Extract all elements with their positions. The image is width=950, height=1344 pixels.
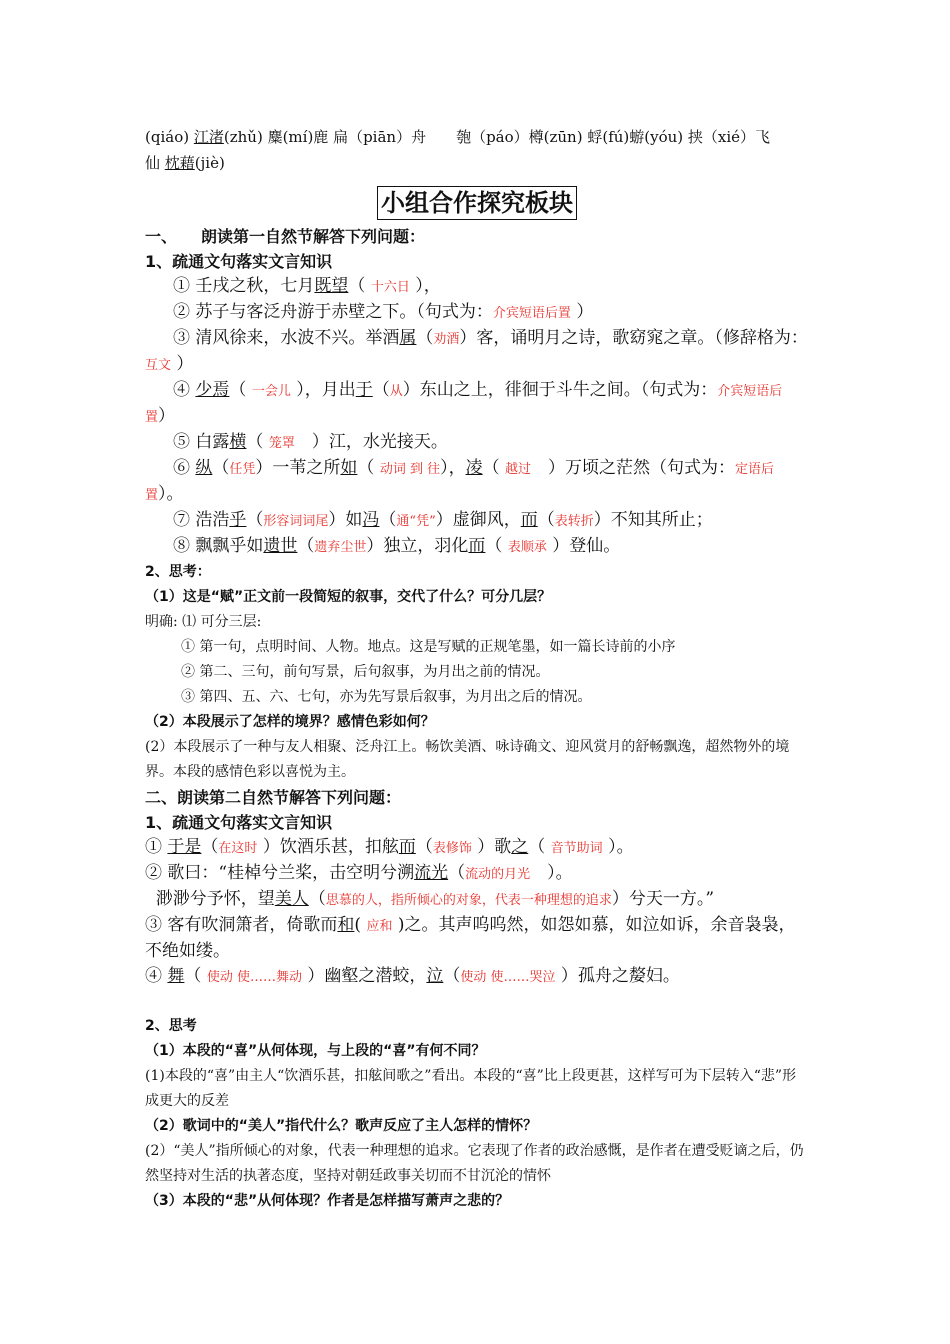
answer-text: 定 — [735, 462, 749, 477]
text-segment: ）一苇之所 — [255, 458, 341, 478]
text-segment: ）歌 — [471, 837, 512, 857]
text-segment: ）万顷之茫然（句式为： — [531, 458, 736, 478]
text-segment: ）独立，羽化 — [366, 536, 469, 556]
text-segment: ）登仙。 — [546, 536, 621, 556]
s2-item-1 — [145, 835, 809, 861]
underlined-word: 流光 — [414, 863, 449, 883]
underlined-word: 如 — [340, 458, 358, 478]
text-segment: ）不知其所止； — [593, 510, 713, 530]
text-segment: （ — [415, 837, 433, 857]
text-segment: （ — [528, 837, 551, 857]
pinyin-text: 仙 — [145, 154, 165, 172]
answer-text: 通“凭” — [396, 514, 436, 529]
underlined-word: 之 — [511, 837, 529, 857]
s2-question-2: （2）歌词中的“美人”指代什么？歌声反应了主人怎样的情怀？ — [145, 1118, 538, 1134]
answer-text: 在这时 — [218, 841, 258, 856]
s1-answer-1-item: ② 第二、三句，前句写景，后句叙事，为月出之前的情况。 — [181, 664, 550, 680]
answer-text: 介宾短语后置 — [492, 306, 571, 321]
text-segment: ）。 — [158, 484, 184, 504]
s2-answer-2: (2）“美人”指所倾心的对象，代表一种理想的追求。它表现了作者的政治感慨，是作者在遭受贬谪之后，仍然坚持对生活的执著态度，坚持对朝廷政事关切而不甘沉沦的情怀 — [145, 1143, 804, 1184]
s2-answer-1: (1)本段的“喜”由主人“饮酒乐甚，扣舷间歌之”看出。本段的“喜”比上段更甚，这样写可为下层转入“悲”形成更大的反差 — [145, 1068, 797, 1109]
text-segment: ）饮酒乐甚，扣舷 — [257, 837, 399, 857]
answer-text: 十六日 — [370, 280, 410, 295]
text-segment: ）兮天一方。” — [611, 889, 715, 909]
answer-text: 流动的月光 — [465, 867, 531, 882]
text-segment: （ — [184, 966, 207, 986]
text-segment: ） — [171, 354, 194, 374]
underlined-word: 冯 — [362, 510, 380, 530]
s1-item-1 — [145, 274, 809, 300]
s2-item-5 — [145, 964, 809, 990]
answer-text: 表顺承 — [507, 540, 547, 555]
text-segment: ⑥ — [173, 458, 196, 478]
text-segment: ⑧ 飘飘乎如 — [173, 536, 264, 556]
s2-item-2 — [145, 861, 809, 887]
text-segment: （ — [308, 889, 326, 909]
answer-text: 语后置 — [145, 462, 775, 503]
document-page — [145, 124, 809, 1214]
text-segment: （ — [246, 432, 269, 452]
answer-text: 越过 — [505, 462, 532, 477]
s1-think-heading: 2、思考： — [145, 564, 211, 580]
answer-text: 音节助词 — [550, 841, 603, 856]
pinyin-line-1 — [145, 124, 809, 150]
s1-answer-1-item: ① 第一句，点明时间、人物。地点。这是写赋的正规笔墨，如一篇长诗前的小序 — [181, 639, 676, 655]
text-segment: ① — [145, 837, 168, 857]
text-segment: ）， — [440, 458, 466, 478]
s1-answer-1-item: ③ 第四、五、六、七句，亦为先写景后叙事，为月出之后的情况。 — [181, 689, 592, 705]
s1-question-2: （2）本段展示了怎样的境界？感情色彩如何？ — [145, 714, 435, 730]
s2-think-heading: 2、思考 — [145, 1018, 197, 1034]
text-segment: （ — [297, 536, 315, 556]
text-segment: （ — [246, 510, 264, 530]
underlined-word: 属 — [399, 328, 417, 348]
spacer — [145, 990, 809, 1014]
text-segment: ）江，水光接天。 — [294, 432, 448, 452]
s2-item-4 — [145, 913, 809, 964]
text-segment: （ — [212, 458, 230, 478]
text-segment: ），月出 — [290, 380, 356, 400]
section-2-heading: 二、朗读第二自然节解答下列问题： — [145, 788, 402, 807]
text-segment: ① 壬戌之秋，七月 — [173, 276, 315, 296]
answer-text: 一会儿 — [251, 384, 291, 399]
text-segment: （ — [416, 328, 434, 348]
underlined-word: 而 — [398, 837, 416, 857]
pinyin-line-2 — [145, 150, 809, 176]
text-segment: ③ 清风徐来，水波不兴。举酒 — [173, 328, 400, 348]
text-segment: （ — [372, 380, 390, 400]
text-segment: ）， — [409, 276, 441, 296]
answer-text: 使动 使……舞动 — [206, 970, 302, 985]
underlined-word: 美人 — [274, 889, 309, 909]
pinyin-text: (qiáo) — [145, 128, 194, 146]
underlined-word: 横 — [229, 432, 247, 452]
text-segment: （ — [201, 837, 219, 857]
text-segment: ④ — [173, 380, 196, 400]
underlined-word: 于 — [355, 380, 373, 400]
text-segment: 为： — [773, 328, 808, 348]
underlined-word: 舞 — [167, 966, 185, 986]
underlined-word: 和 — [337, 915, 355, 935]
s1-item-5 — [145, 430, 809, 456]
text-segment: （ — [229, 380, 252, 400]
pinyin-word: 江渚 — [193, 128, 224, 146]
text-segment: )之。其声呜呜然，如怨如慕，如泣如诉，余音袅袅，不绝如缕。 — [145, 915, 796, 961]
text-segment: ⑦ 浩浩 — [173, 510, 230, 530]
answer-text: 笼罩 — [268, 436, 295, 451]
text-segment: ）客，诵明月之诗，歌窈窕之章。（修辞格 — [459, 328, 774, 348]
underlined-word: 凌 — [465, 458, 483, 478]
s1-item-6 — [145, 456, 809, 508]
underlined-word: 于是 — [167, 837, 202, 857]
answer-text: 动词 到 往 — [379, 462, 441, 477]
s1-item-8 — [145, 534, 809, 560]
underlined-word: 泣 — [426, 966, 444, 986]
text-segment: （ — [348, 276, 371, 296]
text-segment: （ — [485, 536, 508, 556]
text-segment: （ — [443, 966, 461, 986]
answer-text: 后置 — [145, 384, 783, 425]
underlined-word: 少焉 — [195, 380, 230, 400]
underlined-word: 既望 — [314, 276, 349, 296]
text-segment: （ — [379, 510, 397, 530]
text-segment: ）。 — [602, 837, 634, 857]
answer-text: 使动 使……哭泣 — [460, 970, 556, 985]
answer-text: 介宾短语 — [717, 384, 770, 399]
answer-text: 形容词词尾 — [263, 514, 329, 529]
text-segment: ）。 — [530, 863, 573, 883]
underlined-word: 而 — [468, 536, 486, 556]
text-segment: ⑤ 白露 — [173, 432, 230, 452]
text-segment: ② 歌曰：“桂棹兮兰桨，击空明兮溯 — [145, 863, 415, 883]
text-segment: ） — [158, 406, 176, 426]
answer-text: 思慕的人，指所倾心的对象，代表一种理想的追求 — [325, 893, 612, 908]
s1-item-2 — [145, 300, 809, 326]
answer-text: 遗弃尘世 — [314, 540, 367, 555]
text-segment: （ — [482, 458, 505, 478]
title-wrap — [145, 186, 809, 220]
underlined-word: 而 — [520, 510, 538, 530]
s1-answer-1-head: 明确: ⑴ 可分三层: — [145, 614, 262, 630]
text-segment: ）东山之上，徘徊于斗牛之间。（句式为： — [402, 380, 718, 400]
pinyin-word: 枕藉 — [164, 154, 195, 172]
underlined-word: 遗世 — [263, 536, 298, 556]
section-1-subheading: 1、疏通文句落实文言知识 — [145, 252, 333, 271]
text-segment: ）幽壑之潜蛟， — [301, 966, 427, 986]
page-title: 小组合作探究板块 — [377, 186, 577, 220]
underlined-word: 纵 — [195, 458, 213, 478]
answer-text: 表修饰 — [432, 841, 472, 856]
text-segment: ）如 — [328, 510, 363, 530]
answer-text: 任凭 — [229, 462, 256, 477]
text-segment: ） — [570, 302, 594, 322]
answer-text: 从 — [389, 384, 403, 399]
s2-question-1: （1）本段的“喜”从何体现，与上段的“喜”有何不同？ — [145, 1043, 486, 1059]
underlined-word: 乎 — [229, 510, 247, 530]
answer-text: 互文 — [145, 358, 172, 373]
text-segment: ② 苏子与客泛舟游于赤壁之下。（句式为： — [173, 302, 493, 322]
s2-question-3: （3）本段的“悲”从何体现？作者是怎样描写萧声之悲的？ — [145, 1193, 510, 1209]
s1-item-4 — [145, 378, 809, 430]
answer-text: 劝酒 — [433, 332, 460, 347]
s2-item-3 — [145, 887, 809, 913]
text-segment: （ — [357, 458, 380, 478]
section-2-subheading: 1、疏通文句落实文言知识 — [145, 813, 333, 832]
answer-text: 表转折 — [554, 514, 594, 529]
text-segment: （ — [448, 863, 466, 883]
text-segment: 渺渺兮予怀，望 — [145, 889, 275, 909]
text-segment: ④ — [145, 966, 168, 986]
s1-answer-2: (2）本段展示了一种与友人相聚、泛舟江上。畅饮美酒、咏诗确文、迎风赏月的舒畅飘逸，超然物外的境界。本段的感情色彩以喜悦为主。 — [145, 739, 790, 780]
answer-text: 应和 — [366, 919, 393, 934]
text-segment: ）孤舟之嫠妇。 — [555, 966, 680, 986]
text-segment: ③ 客有吹洞箫者，倚歌而 — [145, 915, 338, 935]
section-1-heading: 一、 朗读第一自然节解答下列问题： — [145, 227, 426, 246]
pinyin-text: (zhǔ) 麋(mí)鹿 扁（piān）舟 匏（páo）樽(zūn) 蜉(fú)蝣(yóu) 挟（xié）飞 — [223, 128, 771, 146]
pinyin-text: (jiè) — [194, 154, 225, 172]
s1-item-7 — [145, 508, 809, 534]
text-segment: （ — [537, 510, 555, 530]
s1-item-3 — [145, 326, 809, 378]
s1-question-1: （1）这是“赋”正文前一段简短的叙事，交代了什么？可分几层？ — [145, 589, 552, 605]
text-segment: ）虚御风， — [435, 510, 521, 530]
text-segment: ( — [354, 915, 367, 935]
